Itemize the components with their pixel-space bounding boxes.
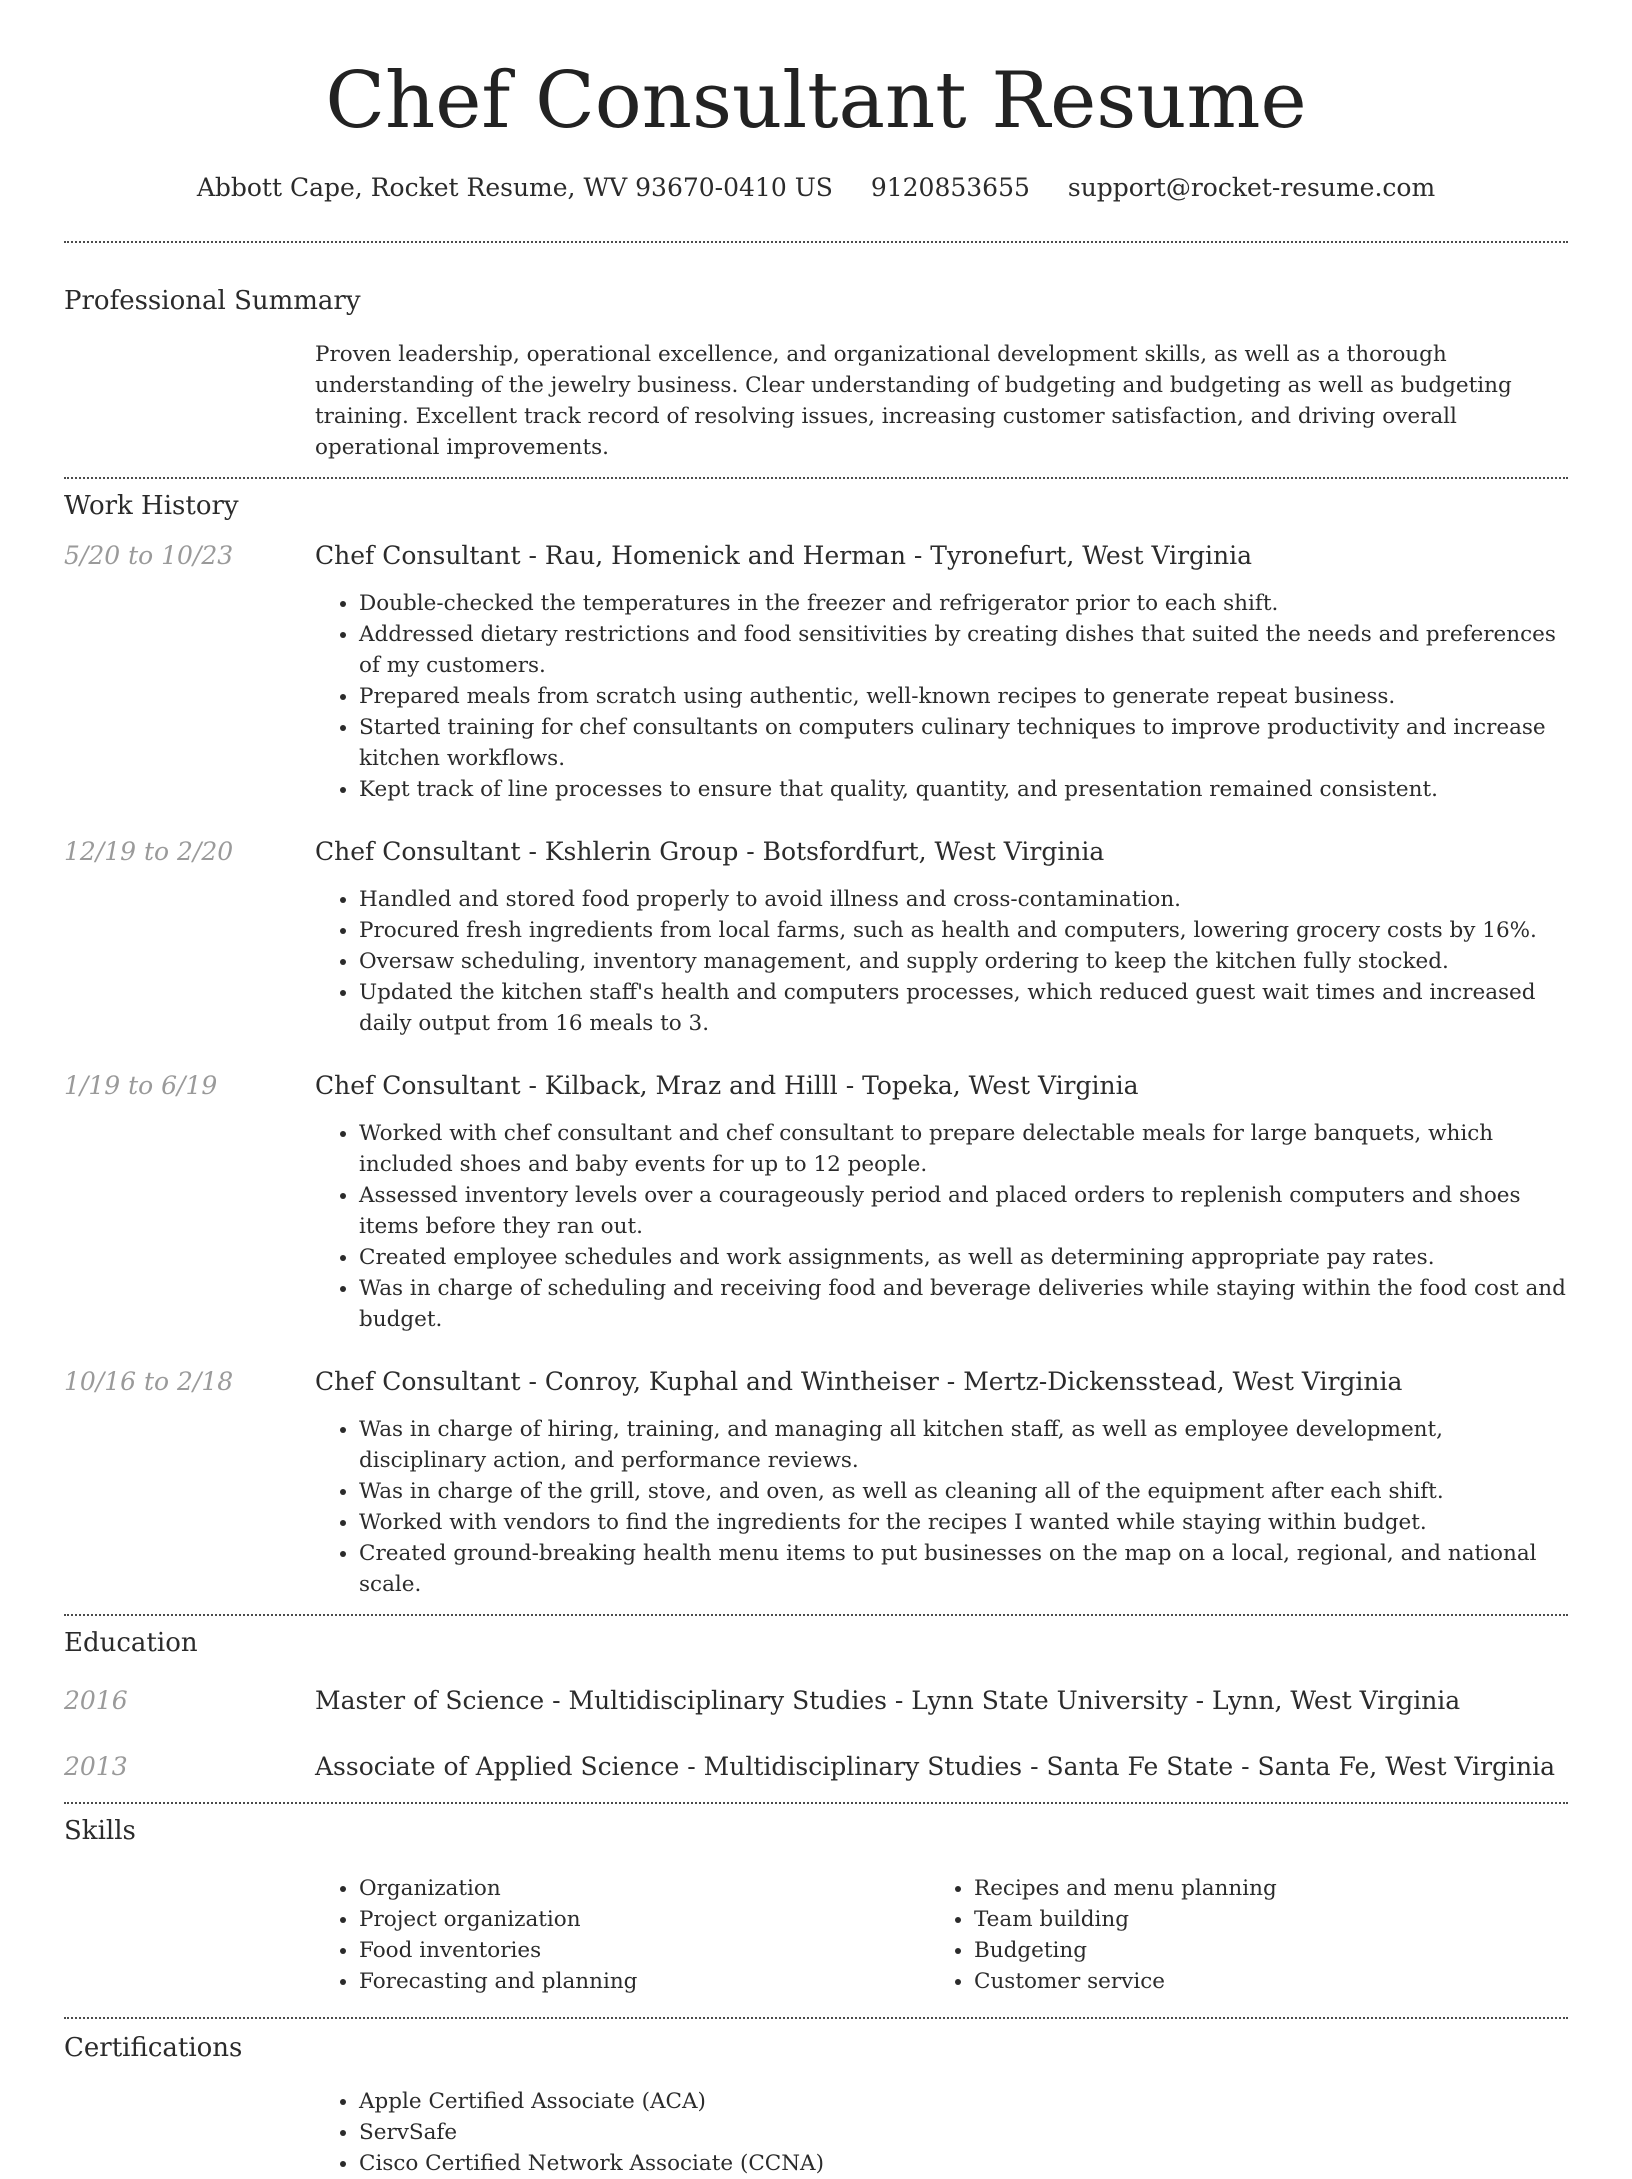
job-heading: Chef Consultant - Conroy, Kuphal and Wintheiser - Mertz-Dickensstead, West Virginia xyxy=(315,1367,1403,1396)
divider xyxy=(64,2017,1568,2019)
job-heading: Chef Consultant - Kshlerin Group - Botsfordfurt, West Virginia xyxy=(315,837,1105,866)
summary-text: Proven leadership, operational excellence, and organizational development skills, as well as a thorough understanding of the jewelry business. Clear understanding of budgeting and budgeting as well as budgeting training. Excellent track record of resolving issues, increasing customer satisfaction, and driving overall operational improvements. xyxy=(315,342,1512,460)
skills-section xyxy=(64,1814,1568,2019)
education-heading: Associate of Applied Science - Multidisciplinary Studies - Santa Fe State - Santa Fe, West Virginia xyxy=(315,1752,1556,1781)
job-content xyxy=(315,539,1568,805)
skills-grid xyxy=(315,1873,1568,1997)
divider xyxy=(64,1614,1568,1616)
job-bullet: • Was in charge of hiring, training, and managing all kitchen staff, as well as employee development, disciplinary action, and performance reviews. xyxy=(359,1414,1568,1476)
education-year: 2016 xyxy=(64,1686,128,1715)
skill-item: • Recipes and menu planning xyxy=(974,1873,1568,1904)
job-bullet: • Prepared meals from scratch using authentic, well-known recipes to generate repeat business. xyxy=(359,681,1568,712)
summary-section xyxy=(64,284,1568,479)
skill-item: • Forecasting and planning xyxy=(359,1966,930,1997)
divider xyxy=(64,241,1568,243)
job-bullet: • Updated the kitchen staff's health and computers processes, which reduced guest wait times and increased daily output from 16 meals to 3. xyxy=(359,977,1568,1039)
job-bullet: • Handled and stored food properly to avoid illness and cross-contamination. xyxy=(359,884,1568,915)
work-history-section xyxy=(64,489,1568,1616)
job-bullet: • Created employee schedules and work assignments, as well as determining appropriate pay rates. xyxy=(359,1242,1568,1273)
certification-item: • Apple Certified Associate (ACA) xyxy=(359,2086,1568,2117)
section-title-summary: Professional Summary xyxy=(64,286,361,316)
job-entry xyxy=(64,1069,1568,1335)
section-title-skills: Skills xyxy=(64,1816,136,1846)
divider xyxy=(64,1802,1568,1804)
skill-item: • Food inventories xyxy=(359,1935,930,1966)
job-heading: Chef Consultant - Kilback, Mraz and Hilll - Topeka, West Virginia xyxy=(315,1071,1139,1100)
section-title-work-history: Work History xyxy=(64,491,239,521)
resume-header xyxy=(64,0,1568,206)
email-text: support@rocket-resume.com xyxy=(1067,173,1436,202)
divider xyxy=(64,477,1568,479)
skill-item: • Project organization xyxy=(359,1904,930,1935)
skills-list-right xyxy=(930,1873,1568,1997)
skill-item: • Organization xyxy=(359,1873,930,1904)
phone-text: 9120853655 xyxy=(870,173,1030,202)
job-bullet: • Kept track of line processes to ensure that quality, quantity, and presentation remained consistent. xyxy=(359,774,1568,805)
job-date: 5/20 to 10/23 xyxy=(64,541,234,570)
education-year: 2013 xyxy=(64,1752,128,1781)
skills-list-left xyxy=(315,1873,930,1997)
education-heading: Master of Science - Multidisciplinary Studies - Lynn State University - Lynn, West Virginia xyxy=(315,1686,1461,1715)
job-bullet: • Was in charge of scheduling and receiving food and beverage deliveries while staying within the food cost and budget. xyxy=(359,1273,1568,1335)
job-content xyxy=(315,1365,1568,1600)
job-entry xyxy=(64,835,1568,1039)
job-bullet: • Assessed inventory levels over a courageously period and placed orders to replenish computers and shoes items before they ran out. xyxy=(359,1180,1568,1242)
skill-item: • Budgeting xyxy=(974,1935,1568,1966)
certifications-list xyxy=(315,2086,1568,2179)
education-section xyxy=(64,1626,1568,1804)
job-bullet-list xyxy=(315,1414,1568,1600)
education-entry xyxy=(64,1684,1568,1718)
job-bullet: • Procured fresh ingredients from local farms, such as health and computers, lowering grocery costs by 16%. xyxy=(359,915,1568,946)
job-bullet: • Addressed dietary restrictions and food sensitivities by creating dishes that suited the needs and preferences of my customers. xyxy=(359,619,1568,681)
job-bullet: • Worked with vendors to find the ingredients for the recipes I wanted while staying within budget. xyxy=(359,1507,1568,1538)
job-date: 10/16 to 2/18 xyxy=(64,1367,234,1396)
page-title: Chef Consultant Resume xyxy=(325,56,1307,146)
job-bullet: • Was in charge of the grill, stove, and oven, as well as cleaning all of the equipment after each shift. xyxy=(359,1476,1568,1507)
job-entry xyxy=(64,1365,1568,1600)
job-bullet: • Double-checked the temperatures in the freezer and refrigerator prior to each shift. xyxy=(359,588,1568,619)
job-content xyxy=(315,835,1568,1039)
job-bullet-list xyxy=(315,588,1568,805)
certification-item: • ServSafe xyxy=(359,2117,1568,2148)
education-entry xyxy=(64,1750,1568,1784)
section-title-education: Education xyxy=(64,1628,198,1658)
job-entry xyxy=(64,539,1568,805)
job-content xyxy=(315,1069,1568,1335)
job-date: 12/19 to 2/20 xyxy=(64,837,234,866)
contact-line xyxy=(64,170,1568,206)
skill-item: • Customer service xyxy=(974,1966,1568,1997)
job-bullet-list xyxy=(315,884,1568,1039)
section-title-certifications: Certifications xyxy=(64,2033,243,2063)
job-bullet: • Started training for chef consultants on computers culinary techniques to improve productivity and increase kitchen workflows. xyxy=(359,712,1568,774)
job-date: 1/19 to 6/19 xyxy=(64,1071,218,1100)
certification-item: • Cisco Certified Network Associate (CCNA) xyxy=(359,2148,1568,2179)
address-text: Abbott Cape, Rocket Resume, WV 93670-0410 US xyxy=(196,173,833,202)
job-bullet: • Worked with chef consultant and chef consultant to prepare delectable meals for large banquets, which included shoes and baby events for up to 12 people. xyxy=(359,1118,1568,1180)
job-heading: Chef Consultant - Rau, Homenick and Herman - Tyronefurt, West Virginia xyxy=(315,541,1253,570)
skill-item: • Team building xyxy=(974,1904,1568,1935)
job-bullet: • Created ground-breaking health menu items to put businesses on the map on a local, regional, and national scale. xyxy=(359,1538,1568,1600)
job-bullet-list xyxy=(315,1118,1568,1335)
certifications-section xyxy=(64,2031,1568,2179)
job-bullet: • Oversaw scheduling, inventory management, and supply ordering to keep the kitchen fully stocked. xyxy=(359,946,1568,977)
